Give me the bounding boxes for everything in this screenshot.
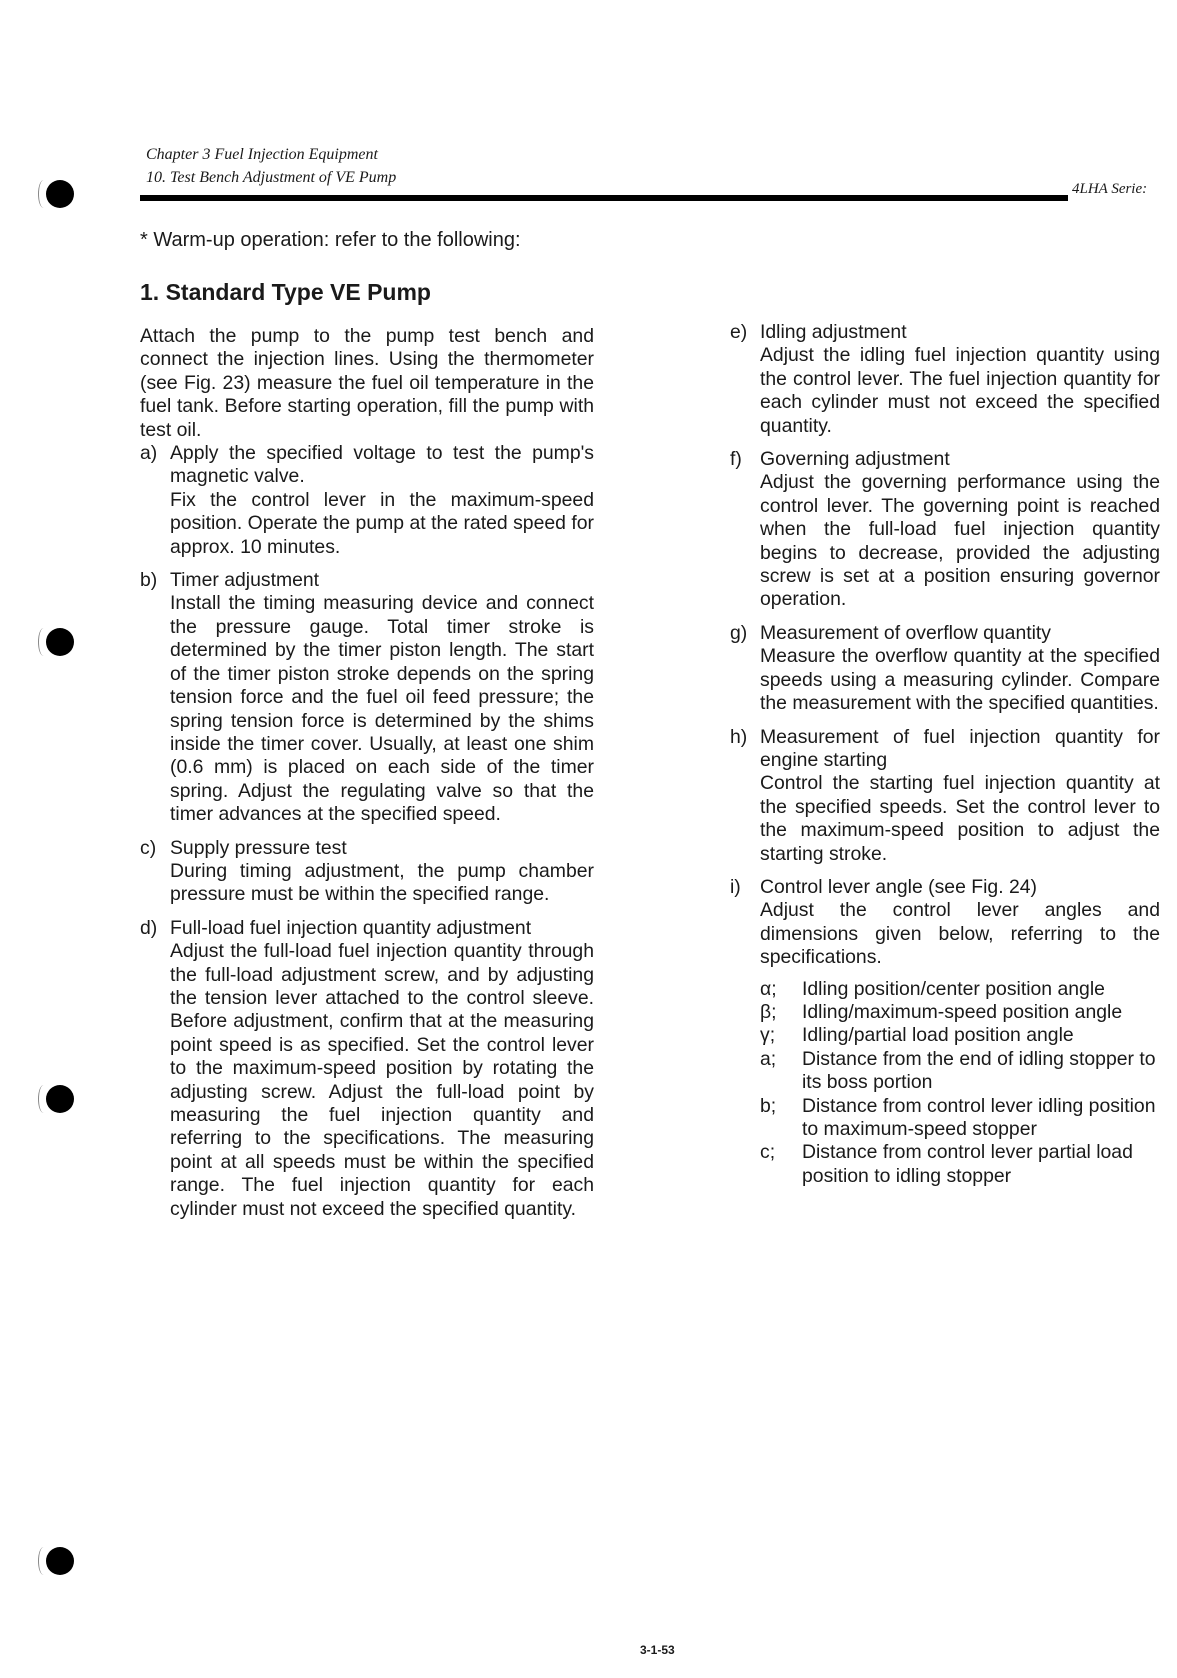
- left-column: [140, 325, 594, 1231]
- list-item: [140, 917, 594, 1221]
- spec-text: Distance from the end of idling stopper to its boss portion: [802, 1047, 1156, 1094]
- list-item: [730, 622, 1160, 716]
- item-body: Adjust the control lever angles and dimensions given below, referring to the specifications.: [760, 899, 1160, 969]
- item-heading: Idling adjustment: [760, 321, 907, 343]
- item-letter: e): [730, 321, 748, 343]
- list-item: [140, 442, 594, 559]
- item-body: Adjust the idling fuel injection quantity using the control lever. The fuel injection quantity for each cylinder must not exceed the specified quantity.: [760, 344, 1160, 437]
- intro-paragraph: Attach the pump to the pump test bench and connect the injection lines. Using the thermometer (see Fig. 23) measure the fuel oil temperature in the fuel tank. Before starting operation, fill the pump with test oil.: [140, 325, 594, 441]
- spec-row: [760, 978, 1160, 1001]
- item-letter: i): [730, 875, 741, 898]
- binder-hole-4: [46, 1547, 74, 1575]
- item-body: Control the starting fuel injection quantity at the specified speeds. Set the control lever to the maximum-speed position to adjust the starting stroke.: [760, 772, 1160, 865]
- list-item: [730, 321, 1160, 438]
- item-body: Adjust the governing performance using the control lever. The governing point is reached when the full-load fuel injection quantity begins to decrease, provided the adjusting screw is set at a position ensuring governor operation.: [760, 471, 1160, 611]
- list-item: [730, 876, 1160, 1188]
- item-heading: Timer adjustment: [170, 569, 320, 592]
- binder-hole-2: [46, 628, 74, 656]
- item-letter: c): [140, 836, 157, 859]
- spec-symbol: β;: [760, 1000, 777, 1023]
- item-letter: b): [140, 569, 158, 592]
- spec-text: Idling/partial load position angle: [802, 1024, 1074, 1047]
- spec-symbol: b;: [760, 1094, 777, 1117]
- series-label: 4LHA Serie:: [1072, 181, 1148, 197]
- section-heading: 10. Test Bench Adjustment of VE Pump: [146, 169, 397, 186]
- spec-row: [760, 1141, 1160, 1188]
- page-number: 3-1-53: [640, 1643, 675, 1657]
- spec-text: Idling position/center position angle: [802, 977, 1105, 1000]
- item-heading: Governing adjustment: [760, 448, 950, 471]
- list-item: [140, 837, 594, 907]
- chapter-heading: Chapter 3 Fuel Injection Equipment: [146, 146, 378, 163]
- spec-symbol: a;: [760, 1047, 777, 1070]
- spec-row: [760, 1048, 1160, 1095]
- item-letter: a): [140, 442, 158, 465]
- item-body: Install the timing measuring device and connect the pressure gauge. Total timer stroke is determined by the timer piston length. The start of the timer piston stroke depends on the spring tension force and the fuel oil feed pressure; the spring tension force is determined by the shims inside the timer cover. Usually, at least one shim (0.6 mm) is placed on each side of the timer spring. Adjust the regulating valve so that the timer advances at the specified speed.: [170, 592, 594, 826]
- binder-hole-1: [46, 180, 74, 208]
- spec-text: Distance from control lever idling position to maximum-speed stopper: [802, 1094, 1156, 1140]
- spec-row: [760, 1095, 1160, 1142]
- item-heading: Control lever angle (see Fig. 24): [760, 875, 1037, 898]
- lever-spec-list: [760, 978, 1160, 1189]
- item-letter: d): [140, 916, 158, 939]
- item-letter: f): [730, 448, 742, 471]
- item-heading: Supply pressure test: [170, 836, 347, 859]
- header-rule: [140, 195, 1068, 201]
- right-column: [730, 321, 1160, 1198]
- list-item: [730, 448, 1160, 612]
- spec-text: Distance from control lever partial load position to idling stopper: [802, 1141, 1133, 1187]
- binder-hole-3: [46, 1085, 74, 1113]
- item-heading: Measurement of fuel injection quantity for engine starting: [760, 725, 1160, 771]
- spec-row: [760, 1024, 1160, 1047]
- item-body: During timing adjustment, the pump chamber pressure must be within the specified range.: [170, 859, 594, 906]
- spec-symbol: α;: [760, 977, 777, 1000]
- spec-row: [760, 1001, 1160, 1024]
- item-letter: g): [730, 621, 748, 644]
- item-heading: Full-load fuel injection quantity adjustment: [170, 916, 532, 939]
- item-body: Adjust the full-load fuel injection quantity through the full-load adjustment screw, and by adjusting the tension lever attached to the control sleeve. Before adjustment, confirm that at the measuring point speed is as specified. Set the control lever to the maximum-speed position by rotating the adjusting screw. Adjust the full-load point by measuring the fuel injection quantity and referring to the specifications. The measuring point at all speeds must be within the specified range. The fuel injection quantity for each cylinder must not exceed the specified quantity.: [170, 940, 594, 1220]
- item-heading: Apply the specified voltage to test the pump's magnetic valve.: [170, 442, 594, 488]
- item-body: Measure the overflow quantity at the specified speeds using a measuring cylinder. Compare the measurement with the specified quantities.: [760, 645, 1160, 715]
- item-body: Fix the control lever in the maximum-speed position. Operate the pump at the rated speed for approx. 10 minutes.: [170, 488, 594, 558]
- warmup-note: * Warm-up operation: refer to the following:: [140, 229, 521, 251]
- section-title: 1. Standard Type VE Pump: [140, 279, 431, 305]
- spec-symbol: c;: [760, 1141, 776, 1164]
- spec-text: Idling/maximum-speed position angle: [802, 1000, 1123, 1023]
- list-item: [140, 569, 594, 826]
- spec-symbol: γ;: [760, 1024, 776, 1047]
- item-heading: Measurement of overflow quantity: [760, 621, 1052, 644]
- item-letter: h): [730, 725, 748, 748]
- list-item: [730, 726, 1160, 866]
